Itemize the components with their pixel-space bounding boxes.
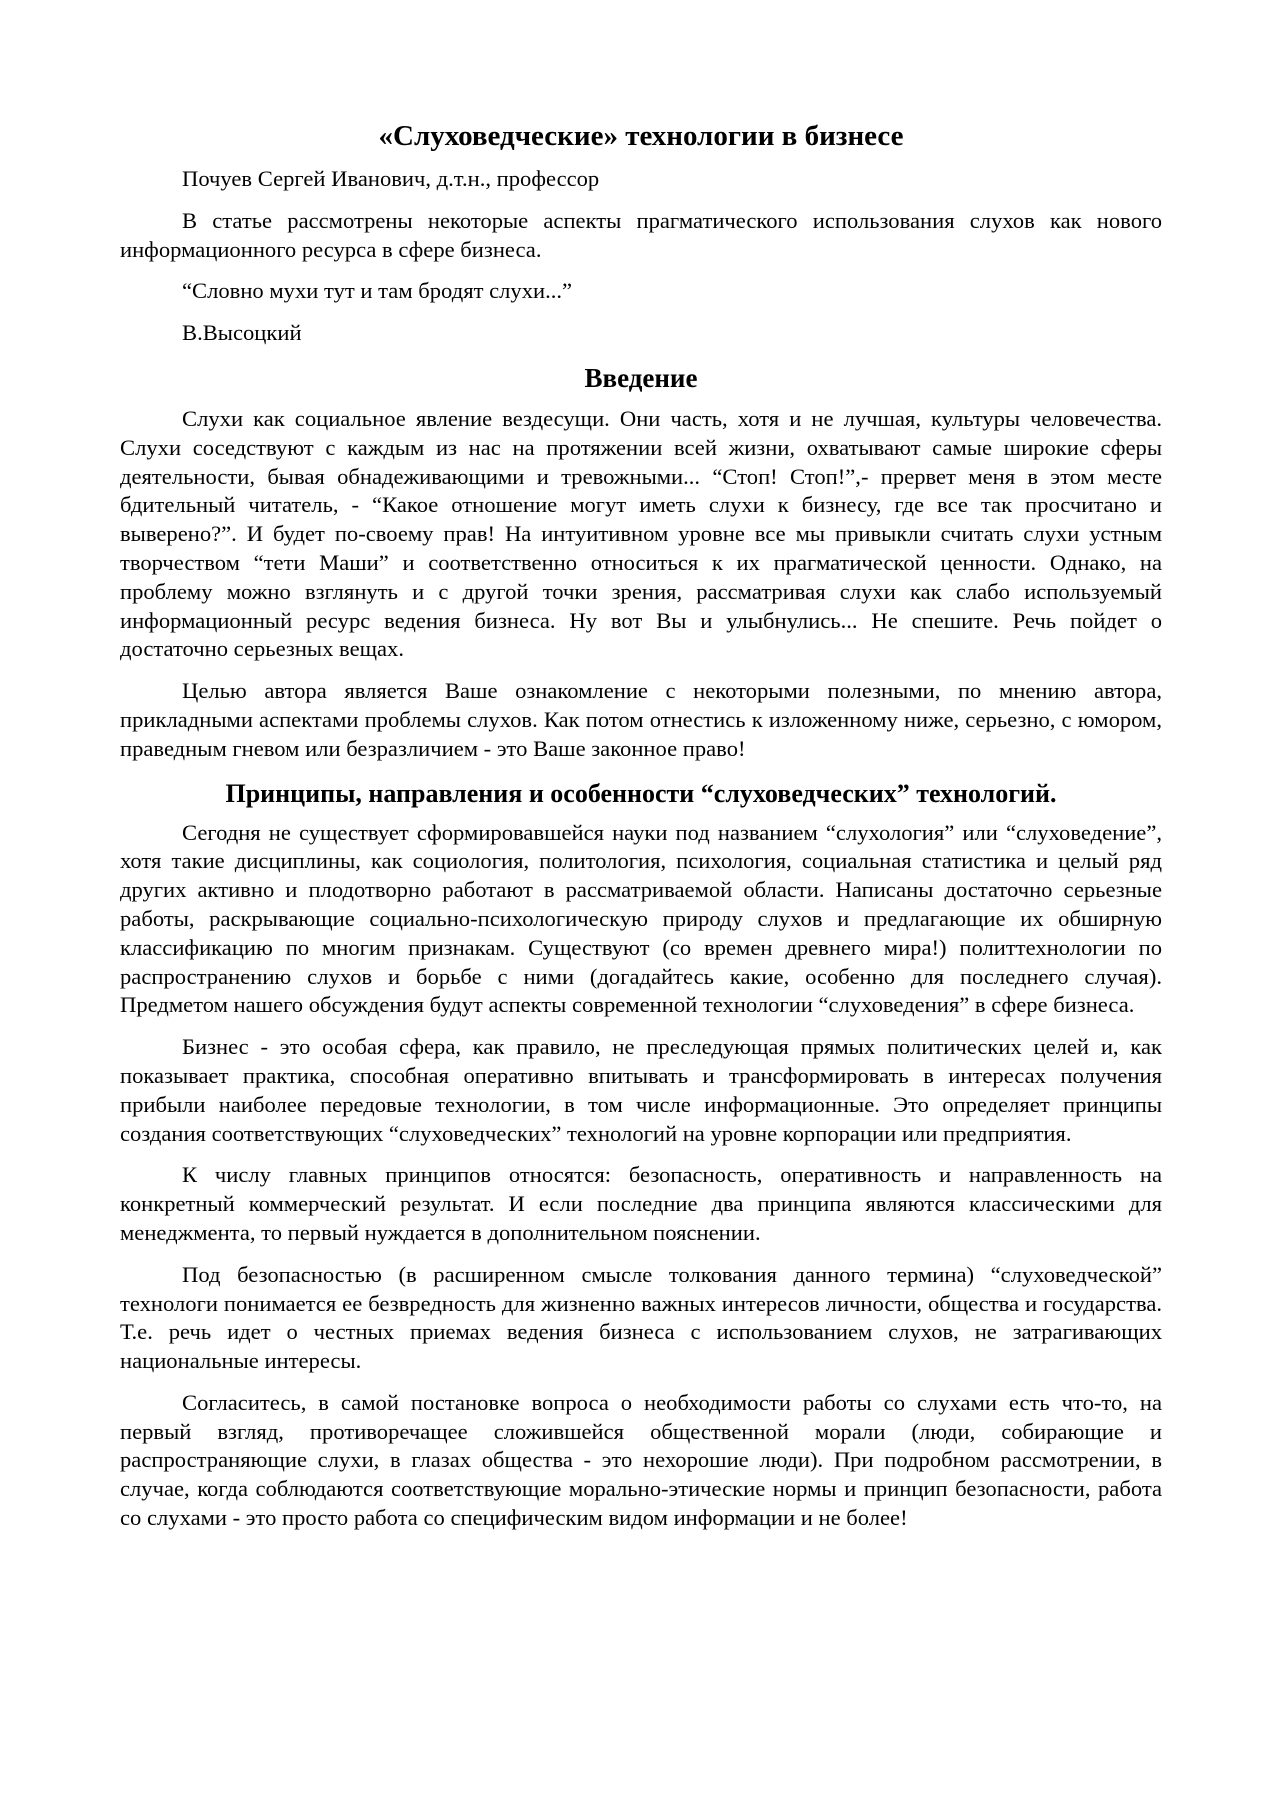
paragraph: К числу главных принципов относятся: безопасность, оперативность и направленность на конкретный коммерческий результат. И если последние два принципа являются классическими для менеджмента, то первый нуждается в дополнительном пояснении. <box>120 1162 1162 1245</box>
paragraph: Под безопасностью (в расширенном смысле толкования данного термина) “слуховедческой” технологи понимается ее безвредность для жизненно важных интересов личности, общества и государства. Т.е. речь идет о честных приемах ведения бизнеса с использованием слухов, не затрагивающих национальные интересы. <box>120 1261 1162 1374</box>
section-heading-principles: Принципы, направления и особенности “слуховедческих” технологий. <box>225 778 1057 808</box>
document-title: «Слуховедческие» технологии в бизнесе <box>378 120 904 152</box>
page-content <box>120 118 1162 1546</box>
paragraph: Слухи как социальное явление вездесущи. Они часть, хотя и не лучшая, культуры человечества. Слухи соседствуют с каждым из нас на протяжении всей жизни, охватывают самые широкие сферы деятельности, бывая обнадеживающими и тревожными... “Стоп! Стоп!”,- прервет меня в этом месте бдительный читатель, - “Какое отношение могут иметь слухи к бизнесу, где все так просчитано и выверено?”. И будет по-своему прав! На интуитивном уровне все мы привыкли считать слухи устным творчеством “тети Маши” и соответственно относиться к их прагматической ценности. Однако, на проблему можно взглянуть и с другой точки зрения, рассматривая слухи как слабо используемый информационный ресурс ведения бизнеса. Ну вот Вы и улыбнулись... Не спешите. Речь пойдет о достаточно серьезных вещах. <box>120 405 1162 662</box>
section-heading-introduction: Введение <box>584 362 698 393</box>
epigraph-author: В.Высоцкий <box>182 320 302 346</box>
epigraph-quote: “Словно мухи тут и там бродят слухи...” <box>182 278 573 304</box>
paragraph: Согласитесь, в самой постановке вопроса о необходимости работы со слухами есть что-то, на первый взгляд, противоречащее сложившейся общественной морали (люди, собирающие и распространяющие слухи, в глазах общества - это нехорошие люди). При подробном рассмотрении, в случае, когда соблюдаются соответствующие морально-этические нормы и принцип безопасности, работа со слухами - это просто работа со специфическим видом информации и не более! <box>120 1389 1162 1531</box>
paragraph: Бизнес - это особая сфера, как правило, не преследующая прямых политических целей и, как показывает практика, способная оперативно впитывать и трансформировать в интересах получения прибыли наиболее передовые технологии, в том числе информационные. Это определяет принципы создания соответствующих “слуховедческих” технологий на уровне корпорации или предприятия. <box>120 1034 1162 1146</box>
paragraph: Целью автора является Ваше ознакомление с некоторыми полезными, по мнению автора, прикладными аспектами проблемы слухов. Как потом отнестись к изложенному ниже, серьезно, с юмором, праведным гневом или безразличием - это Ваше законное право! <box>120 678 1162 761</box>
abstract-paragraph: В статье рассмотрены некоторые аспекты прагматического использования слухов как нового информационного ресурса в сфере бизнеса. <box>120 207 1162 262</box>
paragraph: Сегодня не существует сформировавшейся науки под названием “слухология” или “слуховедение”, хотя такие дисциплины, как социология, политология, психология, социальная статистика и целый ряд других активно и плодотворно работают в рассматриваемой области. Написаны достаточно серьезные работы, раскрывающие социально-психологическую природу слухов и предлагающие их обширную классификацию по многим признакам. Существуют (со времен древнего мира!) политтехнологии по распространению слухов и борьбе с ними (догадайтесь какие, особенно для последнего случая). Предметом нашего обсуждения будут аспекты современной технологии “слуховедения” в сфере бизнеса. <box>120 819 1162 1018</box>
author-line: Почуев Сергей Иванович, д.т.н., профессор <box>182 166 600 191</box>
